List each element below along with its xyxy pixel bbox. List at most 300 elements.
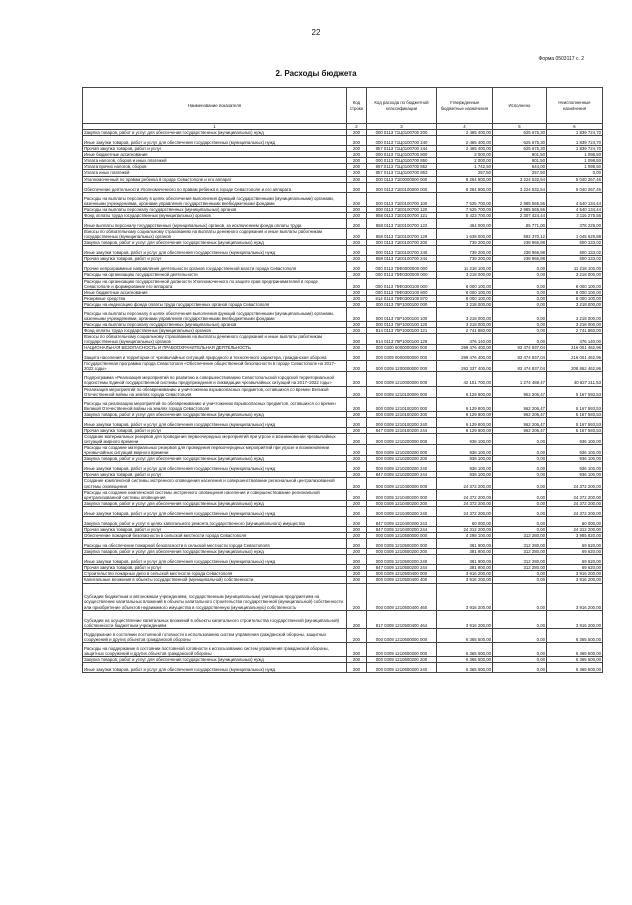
executed-amount-cell: 592 370,12 <box>493 229 547 240</box>
approved-amount-cell: 2 000,00 <box>437 152 493 158</box>
budget-code-cell: 858 0113 71Е0100700 121 <box>367 212 437 218</box>
table-row <box>83 462 603 472</box>
indicator-name-cell: Иные закупки товаров, работ и услуг для обеспечения государственных (муниципальных) нужд <box>83 662 347 672</box>
approved-amount-cell: 257,50 <box>437 170 493 176</box>
row-code-cell: 200 <box>347 662 367 672</box>
executed-amount-cell: 312 280,00 <box>493 565 547 571</box>
budget-code-cell: 000 0300 0000000000 000 <box>367 345 437 351</box>
indicator-name-cell: Закупка товаров, работ и услуг для обеспечения государственных (муниципальных) нужд <box>83 240 347 246</box>
expenses-table <box>82 87 603 673</box>
budget-code-cell: 000 0309 1210500200 000 <box>367 539 437 549</box>
row-code-cell: 200 <box>347 307 367 321</box>
executed-amount-cell: 2 985 565,56 <box>493 192 547 206</box>
table-row <box>83 246 603 256</box>
unexecuted-amount-cell: 8 000 100,00 <box>547 289 603 295</box>
executed-amount-cell: 0,00 <box>493 526 547 532</box>
approved-amount-cell: 7 525 700,00 <box>437 206 493 212</box>
row-code-cell: 200 <box>347 656 367 662</box>
executed-amount-cell: 0,00 <box>493 456 547 462</box>
row-code-cell: 200 <box>347 386 367 397</box>
executed-amount-cell: 0,00 <box>493 571 547 577</box>
table-header-row <box>83 88 603 124</box>
table-row <box>83 445 603 456</box>
indicator-name-cell: Строительство пожарных депо в сельской местности города Севастополя <box>83 571 347 577</box>
indicator-name-cell: Государственная программа города Севастополя «Обеспечение общественной безопасности в городе Севастополе на 2017–2022 годы» <box>83 361 347 372</box>
executed-amount-cell: 901,50 <box>493 158 547 164</box>
unexecuted-amount-cell: 5 167 593,53 <box>547 397 603 411</box>
approved-amount-cell: 381 900,00 <box>437 565 493 571</box>
indicator-name-cell: Иные закупки товаров, работ и услуг для обеспечения государственных (муниципальных) нужд <box>83 246 347 256</box>
row-code-cell: 200 <box>347 182 367 192</box>
budget-code-cell: 000 0113 71Е0100700 200 <box>367 240 437 246</box>
unexecuted-amount-cell: 3 218 000,00 <box>547 301 603 307</box>
unexecuted-amount-cell: 936 100,00 <box>547 445 603 456</box>
executed-amount-cell: 0,00 <box>493 289 547 295</box>
executed-amount-cell: 0,00 <box>493 272 547 278</box>
executed-amount-cell: 0,00 <box>493 334 547 345</box>
budget-code-cell: 857 0113 71Ц0100700 852 <box>367 164 437 170</box>
indicator-name-cell: Фонд оплаты труда государственных (муниципальных) органов <box>83 212 347 218</box>
budget-code-cell: 858 0113 71Е0100700 129 <box>367 229 437 240</box>
budget-code-cell: 000 0309 1210600000 000 <box>367 628 437 642</box>
table-row <box>83 397 603 411</box>
budget-code-cell: 000 0113 75Ф0300000 000 <box>367 272 437 278</box>
unexecuted-amount-cell: 216 001 462,96 <box>547 345 603 351</box>
indicator-name-cell: НАЦИОНАЛЬНАЯ БЕЗОПАСНОСТЬ И ПРАВООХРАНИТЕЛЬНАЯ ДЕЯТЕЛЬНОСТЬ <box>83 345 347 351</box>
unexecuted-amount-cell: 1 045 629,88 <box>547 229 603 240</box>
budget-code-cell: 847 0309 1210400200 243 <box>367 516 437 526</box>
indicator-name-cell: Создание комплексной системы экстренного оповещения населения и совершенствование региональной централизованной системы оповещения <box>83 478 347 489</box>
indicator-name-cell: Расходы на создание комплексной системы экстренного оповещения населения и совершенствование региональной централизованной системы оповещения <box>83 489 347 500</box>
indicator-name-cell: Закупка товаров, работ и услуг для обеспечения государственных (муниципальных) нужд <box>83 549 347 555</box>
approved-amount-cell: 6 365 500,00 <box>437 662 493 672</box>
budget-code-cell: 817 0309 1210500400 464 <box>367 610 437 628</box>
row-code-cell: 200 <box>347 411 367 417</box>
executed-amount-cell: 0,00 <box>493 516 547 526</box>
row-code-cell: 200 <box>347 417 367 427</box>
row-code-cell: 200 <box>347 206 367 212</box>
executed-amount-cell: 85 771,00 <box>493 218 547 228</box>
unexecuted-amount-cell: 1 098,50 <box>547 152 603 158</box>
table-row <box>83 182 603 192</box>
executed-amount-cell: 312 280,00 <box>493 533 547 539</box>
column-number: 3 <box>367 124 437 130</box>
row-code-cell: 200 <box>347 301 367 307</box>
indicator-name-cell: Иные закупки товаров, работ и услуг для обеспечения государственных (муниципальных) нужд <box>83 506 347 516</box>
budget-code-cell: 000 0113 75Р1000100 000 <box>367 301 437 307</box>
unexecuted-amount-cell: 69 620,00 <box>547 565 603 571</box>
budget-code-cell: 847 0309 1210500200 244 <box>367 565 437 571</box>
approved-amount-cell: 42 101 700,00 <box>437 372 493 386</box>
executed-amount-cell: 0,00 <box>493 472 547 478</box>
budget-code-cell: 000 0113 71Е0000000 000 <box>367 176 437 182</box>
unexecuted-amount-cell: 936 100,00 <box>547 433 603 444</box>
unexecuted-amount-cell: 3 218 000,00 <box>547 272 603 278</box>
indicator-name-cell: Иные закупки товаров, работ и услуг для обеспечения государственных (муниципальных) нужд <box>83 417 347 427</box>
budget-code-cell: 814 0113 75Р1000100 121 <box>367 327 437 333</box>
unexecuted-amount-cell: 3 916 200,00 <box>547 571 603 577</box>
column-number: 6 <box>547 124 603 130</box>
unexecuted-amount-cell: 40 827 211,53 <box>547 372 603 386</box>
indicator-name-cell: Иные закупки товаров, работ и услуг для обеспечения государственных (муниципальных) нужд <box>83 136 347 146</box>
executed-amount-cell: 0,00 <box>493 295 547 301</box>
budget-code-cell: 000 0113 71Е0100700 100 <box>367 192 437 206</box>
budget-code-cell: 000 0113 75Ф0300100 000 <box>367 278 437 289</box>
table-row <box>83 278 603 289</box>
approved-amount-cell: 739 200,00 <box>437 240 493 246</box>
executed-amount-cell: 0,00 <box>493 262 547 272</box>
table-row <box>83 555 603 565</box>
budget-code-cell: 000 0113 75Р1000100 100 <box>367 307 437 321</box>
unexecuted-amount-cell: 3 916 200,00 <box>547 610 603 628</box>
approved-amount-cell: 1 742,50 <box>437 164 493 170</box>
approved-amount-cell: 3 218 000,00 <box>437 301 493 307</box>
approved-amount-cell: 6 365 500,00 <box>437 642 493 656</box>
header-indicator-name: Наименование показателя <box>83 88 347 124</box>
indicator-name-cell: Поддержание в состоянии постоянной готовности к использованию систем управления гражданской обороны, защитных сооружений и других объектов гражданской обороны <box>83 628 347 642</box>
indicator-name-cell: Иные закупки товаров, работ и услуг для обеспечения государственных (муниципальных) нужд <box>83 555 347 565</box>
row-code-cell: 200 <box>347 445 367 456</box>
indicator-name-cell: Создание материальных резервов для проведения первоочередных мероприятий при угрозе и возникновении чрезвычайных ситуаций мирного времени <box>83 433 347 444</box>
budget-code-cell: 847 0309 1210200200 244 <box>367 472 437 478</box>
indicator-name-cell: Капитальные вложения в объекты государственной (муниципальной) собственности <box>83 577 347 583</box>
row-code-cell: 200 <box>347 246 367 256</box>
page-number: 22 <box>311 28 321 37</box>
executed-amount-cell: 83 474 937,04 <box>493 351 547 361</box>
unexecuted-amount-cell: 500 133,02 <box>547 246 603 256</box>
executed-amount-cell: 0,00 <box>493 610 547 628</box>
budget-code-cell: 000 0309 1210600200 000 <box>367 642 437 656</box>
executed-amount-cell: 962 206,47 <box>493 397 547 411</box>
row-code-cell: 200 <box>347 516 367 526</box>
table-row <box>83 539 603 549</box>
executed-amount-cell: 238 966,98 <box>493 256 547 262</box>
row-code-cell: 200 <box>347 583 367 610</box>
budget-code-cell: 858 0113 71Е0100700 122 <box>367 218 437 228</box>
unexecuted-amount-cell: 1 098,50 <box>547 158 603 164</box>
budget-code-cell: 000 0113 75Ф0000000 000 <box>367 262 437 272</box>
executed-amount-cell: 238 966,98 <box>493 246 547 256</box>
executed-amount-cell: 0,00 <box>493 301 547 307</box>
header-unexecuted: Неисполненные назначения <box>547 88 603 124</box>
unexecuted-amount-cell: 500 133,02 <box>547 256 603 262</box>
approved-amount-cell: 7 525 700,00 <box>437 192 493 206</box>
indicator-name-cell: Прочая закупка товаров, работ и услуг <box>83 526 347 532</box>
column-number: 4 <box>437 124 493 130</box>
indicator-name-cell: Субсидии бюджетным и автономным учреждениям, государственным (муниципальным) унитарным предприятиям на осуществление капитальных вложений в объекты капитального строительства государственной (муниципальной) собственности или приобретение объектов недвижимого имущества в государственную (муниципальную) собственность <box>83 583 347 610</box>
row-code-cell: 200 <box>347 577 367 583</box>
unexecuted-amount-cell: 4 540 134,44 <box>547 192 603 206</box>
approved-amount-cell: 3 916 200,00 <box>437 583 493 610</box>
executed-amount-cell: 238 966,98 <box>493 240 547 246</box>
approved-amount-cell: 936 100,00 <box>437 433 493 444</box>
approved-amount-cell: 2 465 400,00 <box>437 130 493 136</box>
approved-amount-cell: 299 476 400,00 <box>437 345 493 351</box>
indicator-name-cell: Расходы на организацию государственной должности Уполномоченного по защите прав предпринимателей в городе Севастополе и формирование его аппарата <box>83 278 347 289</box>
indicator-name-cell: Прочая закупка товаров, работ и услуг <box>83 256 347 262</box>
indicator-name-cell: Иные бюджетные ассигнования <box>83 152 347 158</box>
indicator-name-cell: Обеспечение пожарной безопасности в сельской местности города Севастополя <box>83 533 347 539</box>
unexecuted-amount-cell: 8 000 100,00 <box>547 295 603 301</box>
form-code: Форма 0503117 с. 2 <box>538 56 584 62</box>
row-code-cell: 200 <box>347 642 367 656</box>
row-code-cell: 200 <box>347 212 367 218</box>
executed-amount-cell: 0,00 <box>493 278 547 289</box>
executed-amount-cell: 644,00 <box>493 164 547 170</box>
executed-amount-cell: 962 206,47 <box>493 417 547 427</box>
budget-code-cell: 000 0309 0000000000 000 <box>367 351 437 361</box>
unexecuted-amount-cell: 69 620,00 <box>547 555 603 565</box>
row-code-cell: 200 <box>347 427 367 433</box>
row-code-cell: 200 <box>347 240 367 246</box>
budget-code-cell: 000 0309 1210500200 240 <box>367 555 437 565</box>
executed-amount-cell: 83 474 937,04 <box>493 345 547 351</box>
approved-amount-cell: 6 129 800,00 <box>437 397 493 411</box>
table-row <box>83 351 603 361</box>
budget-code-cell: 847 0309 1210400200 244 <box>367 526 437 532</box>
table-row <box>83 662 603 672</box>
budget-code-cell: 000 0309 1210400200 240 <box>367 506 437 516</box>
approved-amount-cell: 936 100,00 <box>437 456 493 462</box>
table-row <box>83 334 603 345</box>
row-code-cell: 200 <box>347 136 367 146</box>
executed-amount-cell: 0,00 <box>493 506 547 516</box>
budget-code-cell: 000 0309 1210400200 000 <box>367 489 437 500</box>
unexecuted-amount-cell: 4 540 134,44 <box>547 206 603 212</box>
unexecuted-amount-cell: 3 218 000,00 <box>547 321 603 327</box>
indicator-name-cell: Иные выплаты персоналу государственных (муниципальных) органов, за исключением фонда оплаты труда <box>83 218 347 228</box>
budget-code-cell: 000 0309 1210500400 460 <box>367 583 437 610</box>
executed-amount-cell: 257,50 <box>493 170 547 176</box>
budget-code-cell: 814 0113 75Ф0300100 870 <box>367 295 437 301</box>
budget-code-cell: 000 0113 71Е0100700 120 <box>367 206 437 212</box>
approved-amount-cell: 299 476 400,00 <box>437 351 493 361</box>
executed-amount-cell: 0,00 <box>493 577 547 583</box>
executed-amount-cell: 312 280,00 <box>493 555 547 565</box>
unexecuted-amount-cell: 1 839 724,70 <box>547 146 603 152</box>
row-code-cell: 200 <box>347 549 367 555</box>
indicator-name-cell: Расходы на обеспечение пожарной безопасности в сельской местности города Севастополя <box>83 539 347 549</box>
unexecuted-amount-cell: 1 098,50 <box>547 164 603 170</box>
unexecuted-amount-cell: 60 000,00 <box>547 516 603 526</box>
executed-amount-cell: 0,00 <box>493 321 547 327</box>
approved-amount-cell: 292 337 400,00 <box>437 361 493 372</box>
executed-amount-cell: 0,00 <box>493 500 547 506</box>
budget-code-cell: 000 0309 1210200000 000 <box>367 433 437 444</box>
approved-amount-cell: 24 372 200,00 <box>437 478 493 489</box>
unexecuted-amount-cell: 936 100,00 <box>547 472 603 478</box>
unexecuted-amount-cell: 5 040 267,46 <box>547 182 603 192</box>
row-code-cell: 200 <box>347 256 367 262</box>
row-code-cell: 200 <box>347 158 367 164</box>
budget-code-cell: 000 0309 1210100000 000 <box>367 386 437 397</box>
unexecuted-amount-cell: 24 372 200,00 <box>547 489 603 500</box>
approved-amount-cell: 60 000,00 <box>437 516 493 526</box>
row-code-cell: 200 <box>347 506 367 516</box>
budget-code-cell: 000 0309 1210100200 200 <box>367 411 437 417</box>
row-code-cell: 200 <box>347 218 367 228</box>
table-row <box>83 307 603 321</box>
row-code-cell: 200 <box>347 433 367 444</box>
unexecuted-amount-cell: 6 365 500,00 <box>547 642 603 656</box>
unexecuted-amount-cell: 5 167 593,53 <box>547 427 603 433</box>
table-row <box>83 489 603 500</box>
indicator-name-cell: Обеспечение деятельности Уполномоченного по правам ребенка в городе Севастополе и его аппарата <box>83 182 347 192</box>
approved-amount-cell: 381 900,00 <box>437 549 493 555</box>
table-row <box>83 136 603 146</box>
approved-amount-cell: 381 900,00 <box>437 555 493 565</box>
row-code-cell: 200 <box>347 170 367 176</box>
unexecuted-amount-cell: 216 001 462,96 <box>547 351 603 361</box>
indicator-name-cell: Расходы на реализацию мероприятий по обезвреживанию и уничтожению взрывоопасных предметов, оставшихся со времен Великой Отечественной войны на землях города Севастополя <box>83 397 347 411</box>
unexecuted-amount-cell: 936 100,00 <box>547 456 603 462</box>
executed-amount-cell: 0,00 <box>493 445 547 456</box>
approved-amount-cell: 2 000,00 <box>437 158 493 164</box>
executed-amount-cell: 3 224 532,54 <box>493 182 547 192</box>
table-row <box>83 478 603 489</box>
section-title: 2. Расходы бюджета <box>275 69 357 78</box>
table-row <box>83 229 603 240</box>
column-number: 5 <box>493 124 547 130</box>
header-approved: Утвержденные бюджетные назначения <box>437 88 493 124</box>
table-row <box>83 361 603 372</box>
budget-code-cell: 857 0113 71Ц0100700 853 <box>367 170 437 176</box>
unexecuted-amount-cell: 208 862 462,96 <box>547 361 603 372</box>
budget-code-cell: 814 0113 75Р1000100 129 <box>367 334 437 345</box>
indicator-name-cell: Защита населения и территории от чрезвычайных ситуаций природного и техногенного характера, гражданская оборона <box>83 351 347 361</box>
indicator-name-cell: Иные закупки товаров, работ и услуг для обеспечения государственных (муниципальных) нужд <box>83 462 347 472</box>
table-row <box>83 433 603 444</box>
row-code-cell: 200 <box>347 533 367 539</box>
budget-code-cell: 000 0309 1210200200 200 <box>367 456 437 462</box>
unexecuted-amount-cell: 5 167 593,53 <box>547 417 603 427</box>
executed-amount-cell: 0,00 <box>493 307 547 321</box>
row-code-cell: 200 <box>347 555 367 565</box>
row-code-cell: 200 <box>347 565 367 571</box>
table-row <box>83 192 603 206</box>
unexecuted-amount-cell: 6 365 500,00 <box>547 628 603 642</box>
unexecuted-amount-cell: 5 040 267,46 <box>547 176 603 182</box>
indicator-name-cell: Прочая закупка товаров, работ и услуг <box>83 146 347 152</box>
row-code-cell: 200 <box>347 628 367 642</box>
budget-code-cell: 857 0113 71Ц0100700 244 <box>367 146 437 152</box>
indicator-name-cell: Прочая закупка товаров, работ и услуг <box>83 565 347 571</box>
executed-amount-cell: 1 274 488,47 <box>493 372 547 386</box>
indicator-name-cell: Расходы на организацию государственной деятельности <box>83 272 347 278</box>
approved-amount-cell: 464 000,00 <box>437 218 493 228</box>
budget-code-cell: 000 0113 71Е0100000 000 <box>367 182 437 192</box>
budget-code-cell: 000 0113 71Ц0100700 200 <box>367 130 437 136</box>
row-code-cell: 200 <box>347 526 367 532</box>
approved-amount-cell: 24 372 200,00 <box>437 500 493 506</box>
budget-code-cell: 000 0309 1210200200 240 <box>367 462 437 472</box>
table-row <box>83 218 603 228</box>
budget-code-cell: 000 0309 1210400200 200 <box>367 500 437 506</box>
approved-amount-cell: 3 916 200,00 <box>437 571 493 577</box>
row-code-cell: 200 <box>347 295 367 301</box>
budget-code-cell: 000 0309 1210100200 000 <box>367 397 437 411</box>
approved-amount-cell: 936 100,00 <box>437 445 493 456</box>
indicator-name-cell: Прочая закупка товаров, работ и услуг <box>83 472 347 478</box>
approved-amount-cell: 24 372 200,00 <box>437 489 493 500</box>
header-executed: Исполнено <box>493 88 547 124</box>
indicator-name-cell: Прочая закупка товаров, работ и услуг <box>83 427 347 433</box>
indicator-name-cell: Расходы на выплаты персоналу государственных (муниципальных) органов <box>83 321 347 327</box>
row-code-cell: 200 <box>347 334 367 345</box>
executed-amount-cell: 0,00 <box>493 489 547 500</box>
table-row <box>83 642 603 656</box>
row-code-cell: 200 <box>347 289 367 295</box>
indicator-name-cell: Уполномоченный по правам ребенка в городе Севастополе и его аппарат <box>83 176 347 182</box>
indicator-name-cell: Расходы на выплаты персоналу в целях обеспечения выполнения функций государственными (муниципальными) органами, казенными учреждениями, органами управления государственными внебюджетными фондами <box>83 307 347 321</box>
budget-code-cell: 000 0309 1210000000 000 <box>367 372 437 386</box>
unexecuted-amount-cell: 3 916 200,00 <box>547 577 603 583</box>
table-row <box>83 506 603 516</box>
executed-amount-cell: 0,00 <box>493 656 547 662</box>
approved-amount-cell: 739 200,00 <box>437 246 493 256</box>
executed-amount-cell: 3 224 532,54 <box>493 176 547 182</box>
executed-amount-cell: 83 474 937,04 <box>493 361 547 372</box>
budget-code-cell: 000 0309 1210500400 400 <box>367 577 437 583</box>
indicator-name-cell: Расходы на выплаты персоналу государственных (муниципальных) органов <box>83 206 347 212</box>
unexecuted-amount-cell: 2 741 860,00 <box>547 327 603 333</box>
approved-amount-cell: 3 218 000,00 <box>437 321 493 327</box>
unexecuted-amount-cell: 6 365 500,00 <box>547 662 603 672</box>
indicator-name-cell: Расходы на выплаты персоналу в целях обеспечения выполнения функций государственными (муниципальными) органами, казенными учреждениями, органами управления государственными внебюджетными фондами <box>83 192 347 206</box>
approved-amount-cell: 6 129 800,00 <box>437 411 493 417</box>
indicator-name-cell: Уплата налогов, сборов и иных платежей <box>83 158 347 164</box>
row-code-cell: 200 <box>347 152 367 158</box>
row-code-cell: 200 <box>347 351 367 361</box>
indicator-name-cell: Подпрограмма «Реализация мероприятий по развитию и совершенствованию Севастопольской городской территориальной подсистемы Единой государственной системы предупреждения и ликвидации чрезвычайных ситуаций на 2017–2022 годы» <box>83 372 347 386</box>
unexecuted-amount-cell: 6 365 500,00 <box>547 656 603 662</box>
unexecuted-amount-cell: 3 116 275,56 <box>547 212 603 218</box>
budget-code-cell: 000 0309 1210200200 000 <box>367 445 437 456</box>
indicator-name-cell: Резервные средства <box>83 295 347 301</box>
table-row <box>83 372 603 386</box>
table-row <box>83 583 603 610</box>
row-code-cell: 200 <box>347 327 367 333</box>
approved-amount-cell: 8 000 100,00 <box>437 289 493 295</box>
unexecuted-amount-cell: 0,00 <box>547 170 603 176</box>
indicator-name-cell: Уплата прочих налогов, сборов <box>83 164 347 170</box>
indicator-name-cell: Закупка товаров, работ и услуг для обеспечения государственных (муниципальных) нужд <box>83 411 347 417</box>
approved-amount-cell: 6 365 500,00 <box>437 628 493 642</box>
approved-amount-cell: 3 218 000,00 <box>437 272 493 278</box>
row-code-cell: 200 <box>347 164 367 170</box>
indicator-name-cell: Закупка товаров, работ и услуг в целях капитального ремонта государственного (муниципального) имущества <box>83 516 347 526</box>
column-number: 1 <box>83 124 347 130</box>
executed-amount-cell: 2 985 565,56 <box>493 206 547 212</box>
approved-amount-cell: 5 423 700,00 <box>437 212 493 218</box>
row-code-cell: 200 <box>347 610 367 628</box>
executed-amount-cell: 0,00 <box>493 478 547 489</box>
budget-code-cell: 000 0113 75Ф0300100 800 <box>367 289 437 295</box>
row-code-cell: 200 <box>347 361 367 372</box>
executed-amount-cell: 312 280,00 <box>493 539 547 549</box>
executed-amount-cell: 901,50 <box>493 152 547 158</box>
indicator-name-cell: Иные бюджетные ассигнования <box>83 289 347 295</box>
budget-code-cell: 000 0309 1210400000 000 <box>367 478 437 489</box>
unexecuted-amount-cell: 1 839 724,70 <box>547 136 603 146</box>
approved-amount-cell: 2 465 400,00 <box>437 146 493 152</box>
indicator-name-cell: Взносы по обязательному социальному страхованию на выплаты денежного содержания и иные выплаты работникам государственных (муниципальных) органов <box>83 334 347 345</box>
executed-amount-cell: 0,00 <box>493 583 547 610</box>
executed-amount-cell: 2 307 424,44 <box>493 212 547 218</box>
budget-code-cell: 000 0309 1210600200 200 <box>367 656 437 662</box>
executed-amount-cell: 625 675,30 <box>493 136 547 146</box>
approved-amount-cell: 3 916 200,00 <box>437 610 493 628</box>
